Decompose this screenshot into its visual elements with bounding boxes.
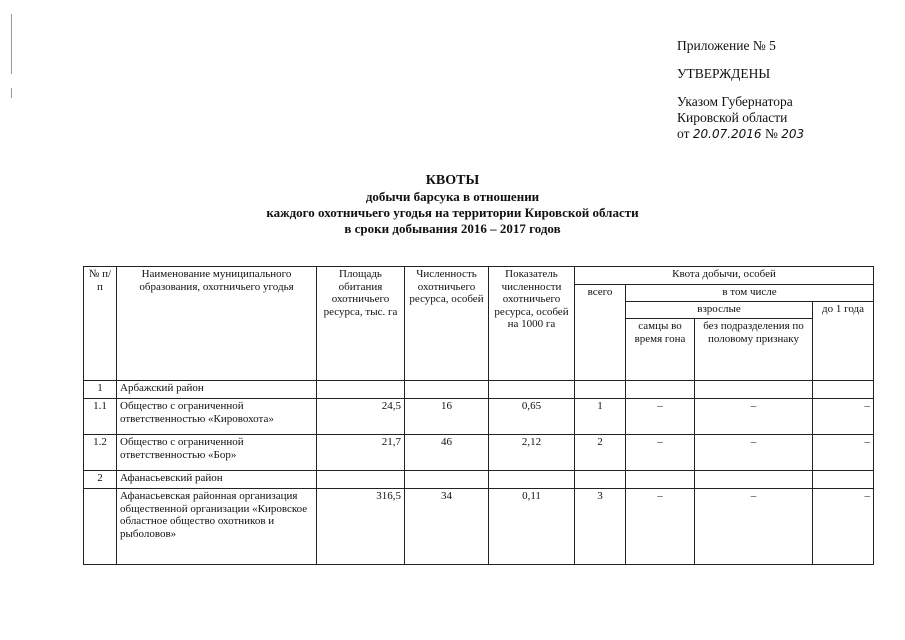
cell-under1: –: [813, 435, 874, 471]
cell-nosex: [695, 471, 813, 489]
quota-table: [83, 266, 874, 565]
cell-name: Афанасьевская районная организация общественной организации «Кировское областное общество охотников и рыболовов»: [117, 489, 317, 565]
approval-block: [677, 38, 804, 142]
cell-name: Арбажский район: [117, 381, 317, 399]
cell-count: [405, 471, 489, 489]
cell-count: 34: [405, 489, 489, 565]
cell-under1: [813, 471, 874, 489]
table-row: [84, 435, 874, 471]
date-prefix: от: [677, 126, 690, 141]
cell-under1: [813, 381, 874, 399]
cell-total: 2: [575, 435, 626, 471]
header-area: Площадь обитания охотничьего ресурса, тыс. га: [317, 267, 405, 381]
cell-index: 0,65: [489, 399, 575, 435]
cell-area: 21,7: [317, 435, 405, 471]
scan-margin-mark: [11, 14, 12, 74]
header-males: самцы во время гона: [626, 319, 695, 381]
cell-males: –: [626, 489, 695, 565]
cell-num: 2: [84, 471, 117, 489]
cell-index: [489, 381, 575, 399]
title-heading: КВОТЫ: [425, 173, 480, 188]
number-prefix: №: [764, 126, 778, 141]
cell-index: 2,12: [489, 435, 575, 471]
cell-area: 316,5: [317, 489, 405, 565]
table-row: [84, 489, 874, 565]
decree-line: Кировской области: [677, 110, 788, 125]
scan-margin-mark: [11, 88, 12, 98]
title-subtitle: добычи барсука в отношении: [365, 189, 540, 204]
cell-area: [317, 471, 405, 489]
cell-total: 1: [575, 399, 626, 435]
cell-index: 0,11: [489, 489, 575, 565]
cell-total: [575, 381, 626, 399]
cell-name: Общество с ограниченной ответственностью «Кировохота»: [117, 399, 317, 435]
decree-date-line: [677, 126, 804, 142]
cell-males: [626, 471, 695, 489]
decree-line: Указом Губернатора: [677, 94, 793, 109]
header-including: в том числе: [626, 285, 874, 302]
cell-nosex: –: [695, 489, 813, 565]
header-total: всего: [575, 285, 626, 381]
cell-under1: –: [813, 489, 874, 565]
decree-date: 20.07.2016: [692, 127, 762, 141]
header-under1: до 1 года: [813, 302, 874, 381]
cell-under1: –: [813, 399, 874, 435]
approved-label: УТВЕРЖДЕНЫ: [677, 66, 771, 81]
table-row: [84, 471, 874, 489]
header-name: Наименование муниципального образования, охотничьего угодья: [117, 267, 317, 381]
cell-nosex: –: [695, 399, 813, 435]
cell-name: Афанасьевский район: [117, 471, 317, 489]
table-row: [84, 381, 874, 399]
decree-number: 203: [781, 127, 805, 141]
cell-males: –: [626, 435, 695, 471]
header-adults: взрослые: [626, 302, 813, 319]
cell-count: 16: [405, 399, 489, 435]
cell-num: [84, 489, 117, 565]
cell-area: 24,5: [317, 399, 405, 435]
cell-name: Общество с ограниченной ответственностью «Бор»: [117, 435, 317, 471]
title-subtitle: в сроки добывания 2016 – 2017 годов: [344, 221, 561, 236]
cell-males: [626, 381, 695, 399]
cell-area: [317, 381, 405, 399]
header-index: Показатель численности охотничьего ресурса, особей на 1000 га: [489, 267, 575, 381]
cell-males: –: [626, 399, 695, 435]
cell-nosex: [695, 381, 813, 399]
cell-nosex: –: [695, 435, 813, 471]
cell-index: [489, 471, 575, 489]
cell-total: [575, 471, 626, 489]
cell-num: 1.1: [84, 399, 117, 435]
cell-count: 46: [405, 435, 489, 471]
cell-num: 1.2: [84, 435, 117, 471]
header-num: № п/п: [84, 267, 117, 381]
header-quota: Квота добычи, особей: [575, 267, 874, 285]
cell-total: 3: [575, 489, 626, 565]
header-nosex: без подразделения по половому признаку: [695, 319, 813, 381]
header-count: Численность охотничьего ресурса, особей: [405, 267, 489, 381]
table-row: [84, 399, 874, 435]
cell-count: [405, 381, 489, 399]
appendix-label: Приложение № 5: [677, 38, 776, 53]
cell-num: 1: [84, 381, 117, 399]
title-subtitle: каждого охотничьего угодья на территории Кировской области: [266, 205, 639, 220]
document-title: [0, 173, 905, 237]
